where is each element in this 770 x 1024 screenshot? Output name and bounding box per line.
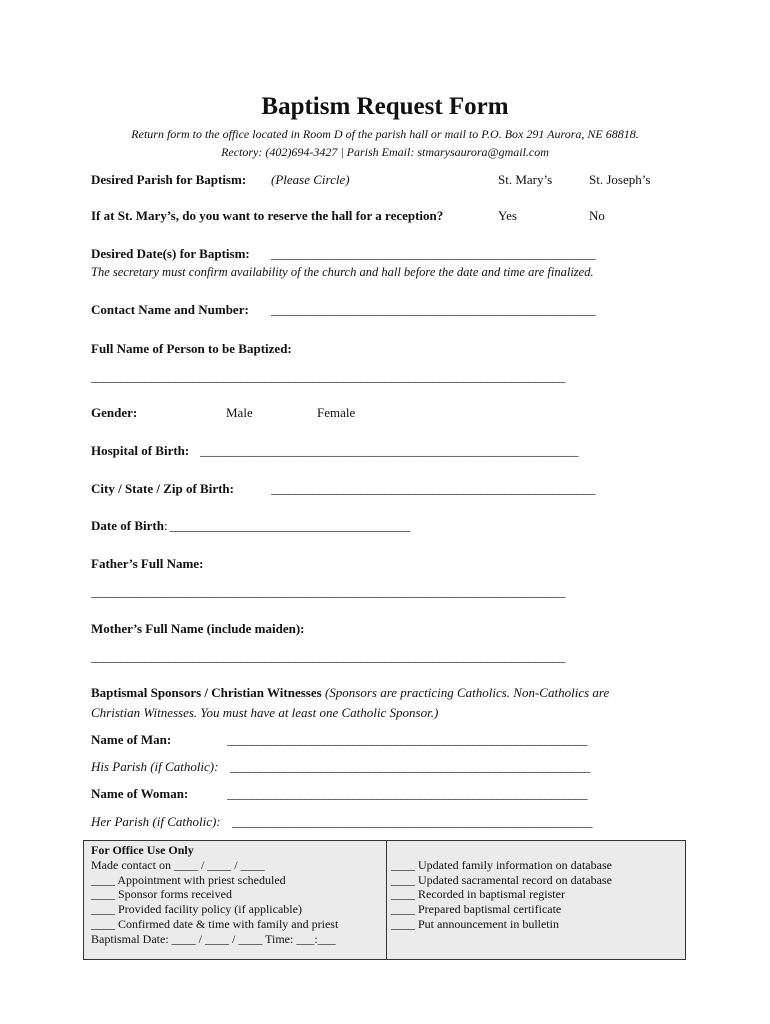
dob-row	[91, 518, 410, 534]
office-right-item: ____ Updated sacramental record on database	[391, 872, 612, 887]
sponsors-note-1: (Sponsors are practicing Catholics. Non-Catholics are	[324, 685, 610, 700]
return-instructions: Return form to the office located in Room D of the parish hall or mail to P.O. Box 291 Aurora, NE 68818.	[131, 127, 639, 141]
city-input-line[interactable]: ______________________________________________________	[271, 481, 595, 496]
office-left-item: Baptismal Date: ____ / ____ / ____ Time: ___:___	[91, 931, 336, 946]
hospital-label: Hospital of Birth:	[91, 443, 190, 458]
dob-label: Date of Birth	[91, 518, 164, 533]
baptized-name-label: Full Name of Person to be Baptized:	[91, 341, 292, 356]
office-left-item: ____ Provided facility policy (if applicable)	[91, 902, 302, 917]
hall-option-no[interactable]: No	[589, 208, 605, 223]
sponsors-note-2: Christian Witnesses. You must have at least one Catholic Sponsor.)	[91, 705, 439, 720]
office-right-item: ____ Put announcement in bulletin	[391, 916, 559, 931]
city-label: City / State / Zip of Birth:	[91, 481, 234, 496]
her-parish-line[interactable]: ____________________________________________________________	[232, 814, 592, 829]
gender-option-male[interactable]: Male	[226, 405, 253, 420]
his-parish-line[interactable]: ____________________________________________________________	[230, 759, 590, 774]
dates-note: The secretary must confirm availability of the church and hall before the date and time are finalized.	[91, 265, 594, 279]
gender-option-female[interactable]: Female	[317, 405, 356, 420]
office-left-item: Made contact on ____ / ____ / ____	[91, 857, 265, 872]
man-name-label: Name of Man:	[91, 732, 172, 747]
baptized-name-line[interactable]: _______________________________________________________________________________	[91, 369, 565, 384]
gender-label: Gender:	[91, 405, 138, 420]
office-left-item: ____ Appointment with priest scheduled	[91, 872, 286, 887]
dates-label: Desired Date(s) for Baptism:	[91, 246, 250, 261]
parish-option-st-josephs[interactable]: St. Joseph’s	[589, 172, 651, 187]
sponsors-heading-row	[91, 685, 609, 701]
dates-input-line[interactable]: ______________________________________________________	[271, 246, 595, 261]
her-parish-label: Her Parish (if Catholic):	[91, 814, 221, 829]
hospital-input-line[interactable]: _______________________________________________________________	[200, 443, 578, 458]
woman-name-label: Name of Woman:	[91, 786, 189, 801]
mother-name-label: Mother’s Full Name (include maiden):	[91, 621, 305, 636]
form-title: Baptism Request Form	[261, 93, 509, 120]
parish-option-st-marys[interactable]: St. Mary’s	[498, 172, 553, 187]
office-left-item: ____ Sponsor forms received	[91, 887, 232, 902]
office-divider	[386, 841, 387, 959]
parish-label: Desired Parish for Baptism:	[91, 172, 247, 187]
woman-name-line[interactable]: ____________________________________________________________	[227, 786, 587, 801]
parish-hint: (Please Circle)	[271, 172, 350, 187]
office-heading: For Office Use Only	[91, 843, 194, 857]
his-parish-label: His Parish (if Catholic):	[91, 759, 219, 774]
father-name-line[interactable]: _______________________________________________________________________________	[91, 584, 565, 599]
mother-name-line[interactable]: _______________________________________________________________________________	[91, 649, 565, 664]
sponsors-label: Baptismal Sponsors / Christian Witnesses	[91, 685, 322, 700]
man-name-line[interactable]: ____________________________________________________________	[227, 732, 587, 747]
hall-option-yes[interactable]: Yes	[498, 208, 517, 223]
contact-label: Contact Name and Number:	[91, 302, 249, 317]
office-left-item: ____ Confirmed date & time with family and priest	[91, 916, 339, 931]
contact-info: Rectory: (402)694-3427 | Parish Email: stmarysaurora@gmail.com	[221, 145, 549, 159]
office-right-item: ____ Prepared baptismal certificate	[391, 902, 562, 917]
contact-input-line[interactable]: ______________________________________________________	[271, 302, 595, 317]
hall-question: If at St. Mary’s, do you want to reserve the hall for a reception?	[91, 208, 444, 223]
office-right-item: ____ Recorded in baptismal register	[391, 887, 565, 902]
dob-input-line[interactable]: : ________________________________________	[163, 518, 410, 533]
father-name-label: Father’s Full Name:	[91, 556, 204, 571]
office-right-item: ____ Updated family information on database	[391, 857, 612, 872]
office-left-column	[91, 843, 338, 947]
office-use-box	[83, 840, 686, 960]
office-right-column	[391, 858, 612, 932]
